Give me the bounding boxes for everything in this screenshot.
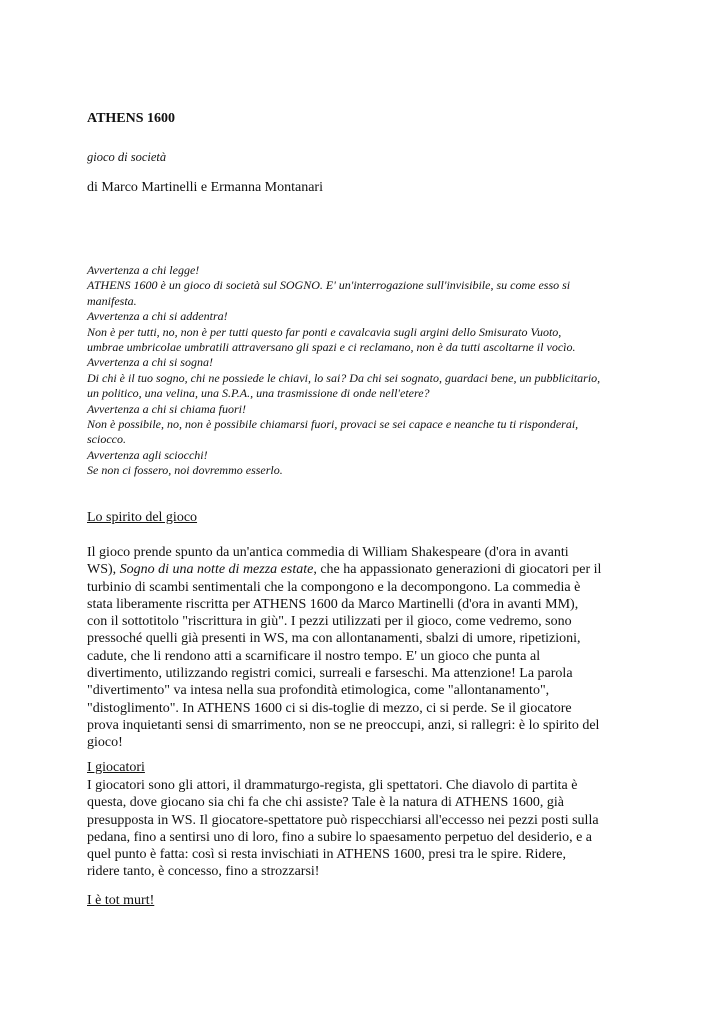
warning-line: manifesta. [87,293,137,308]
warning-line: Se non ci fossero, noi dovremmo esserlo. [87,463,283,478]
paragraph-line: con il sottotitolo "riscrittura in giù". I pezzi utilizzati per il gioco, come vedremo, sono [87,614,572,630]
paragraph-line: presupposta in WS. Il giocatore-spettatore può rispecchiarsi all'eccesso nei pezzi posti sulla [87,812,599,828]
warning-line: Avvertenza a chi si chiama fuori! [87,401,246,416]
paragraph-line: quel punto è fatta: così si resta invischiati in ATHENS 1600, presi tra le spire. Ridere, [87,847,567,863]
warning-line: un politico, una velina, una S.P.A., una trasmissione di onde nell'etere? [87,386,430,401]
paragraph-line: pedana, fino a sentirsi uno di loro, fino a subire lo spaesamento perpetuo del desiderio, e a [87,829,593,845]
paragraph-line: stata liberamente riscritta per ATHENS 1600 da Marco Martinelli (d'ora in avanti MM), [87,596,579,612]
text-run: , che ha appassionato generazioni di giocatori per il [313,562,602,578]
text-run: WS), [87,562,120,578]
paragraph-line: I giocatori sono gli attori, il drammaturgo-regista, gli spettatori. Che diavolo di partita è [87,778,578,793]
warning-line: Non è per tutti, no, non è per tutti questo far ponti e cavalcavia sugli argini dello Smisurato Vuoto, [87,324,562,339]
document-authors: di Marco Martinelli e Ermanna Montanari [87,180,323,195]
warning-line: Non è possibile, no, non è possibile chiamarsi fuori, provaci se sei capace e neanche tu ti risponderai, [87,417,579,432]
paragraph-line: ridere tanto, è concesso, fino a strozzarsi! [87,864,320,880]
warning-line: Avvertenza a chi si addentra! [87,309,228,324]
warning-line: umbrae umbricolae umbratili attraversano gli spazi e ci reclamano, non è da tutti ascoltarne il vocìo. [87,340,576,355]
warnings-block [87,263,647,479]
section-body-spirito [87,544,647,752]
play-title-italic: Sogno di una notte di mezza estate [119,562,314,578]
paragraph-line: Il gioco prende spunto da un'antica commedia di William Shakespeare (d'ora in avanti [87,545,569,560]
paragraph-line [87,561,647,578]
paragraph-line: pressoché quelli già presenti in WS, ma con allontanamenti, sbalzi di umore, ripetizioni, [87,631,581,647]
document-title: ATHENS 1600 [87,111,176,126]
warning-line: Avvertenza a chi legge! [87,263,200,277]
warning-line: Di chi è il tuo sogno, chi ne possiede le chiavi, lo sai? Da chi sei sognato, guardaci bene, un pubblicitario, [87,370,601,385]
section-heading-spirito: Lo spirito del gioco [87,510,198,525]
warning-line: Avvertenza agli sciocchi! [87,447,208,462]
paragraph-line: gioco! [87,735,123,751]
paragraph-line: cadute, che li rendono atti a scarnificare il nostro tempo. E' un gioco che punta al [87,648,541,664]
section-heading-tot-murt: I è tot murt! [87,893,155,908]
section-heading-giocatori: I giocatori [87,760,145,775]
warning-line: ATHENS 1600 è un gioco di società sul SOGNO. E' un'interrogazione sull'invisibile, su come esso si [87,278,571,293]
paragraph-line: prova inquietanti sensi di smarrimento, non se ne preoccupi, anzi, si rallegri: è lo spirito del [87,717,600,733]
paragraph-line: "distoglimento". In ATHENS 1600 ci si dis-toglie di mezzo, ci si perde. Se il giocatore [87,700,572,716]
paragraph-line: turbinio di scambi sentimentali che la compongono e la decompongono. La commedia è [87,579,581,595]
paragraph-line: "divertimento" va intesa nella sua profondità etimologica, come "allontanamento", [87,683,550,699]
document-subtitle: gioco di società [87,150,167,164]
warning-line: sciocco. [87,432,126,447]
warning-line: Avvertenza a chi si sogna! [87,355,213,370]
paragraph-line: divertimento, utilizzando registri comici, surreali e farseschi. Ma attenzione! La parola [87,666,573,682]
paragraph-line: questa, dove giocano sia chi fa che chi assiste? Tale è la natura di ATHENS 1600, già [87,795,564,811]
section-body-giocatori [87,777,647,881]
